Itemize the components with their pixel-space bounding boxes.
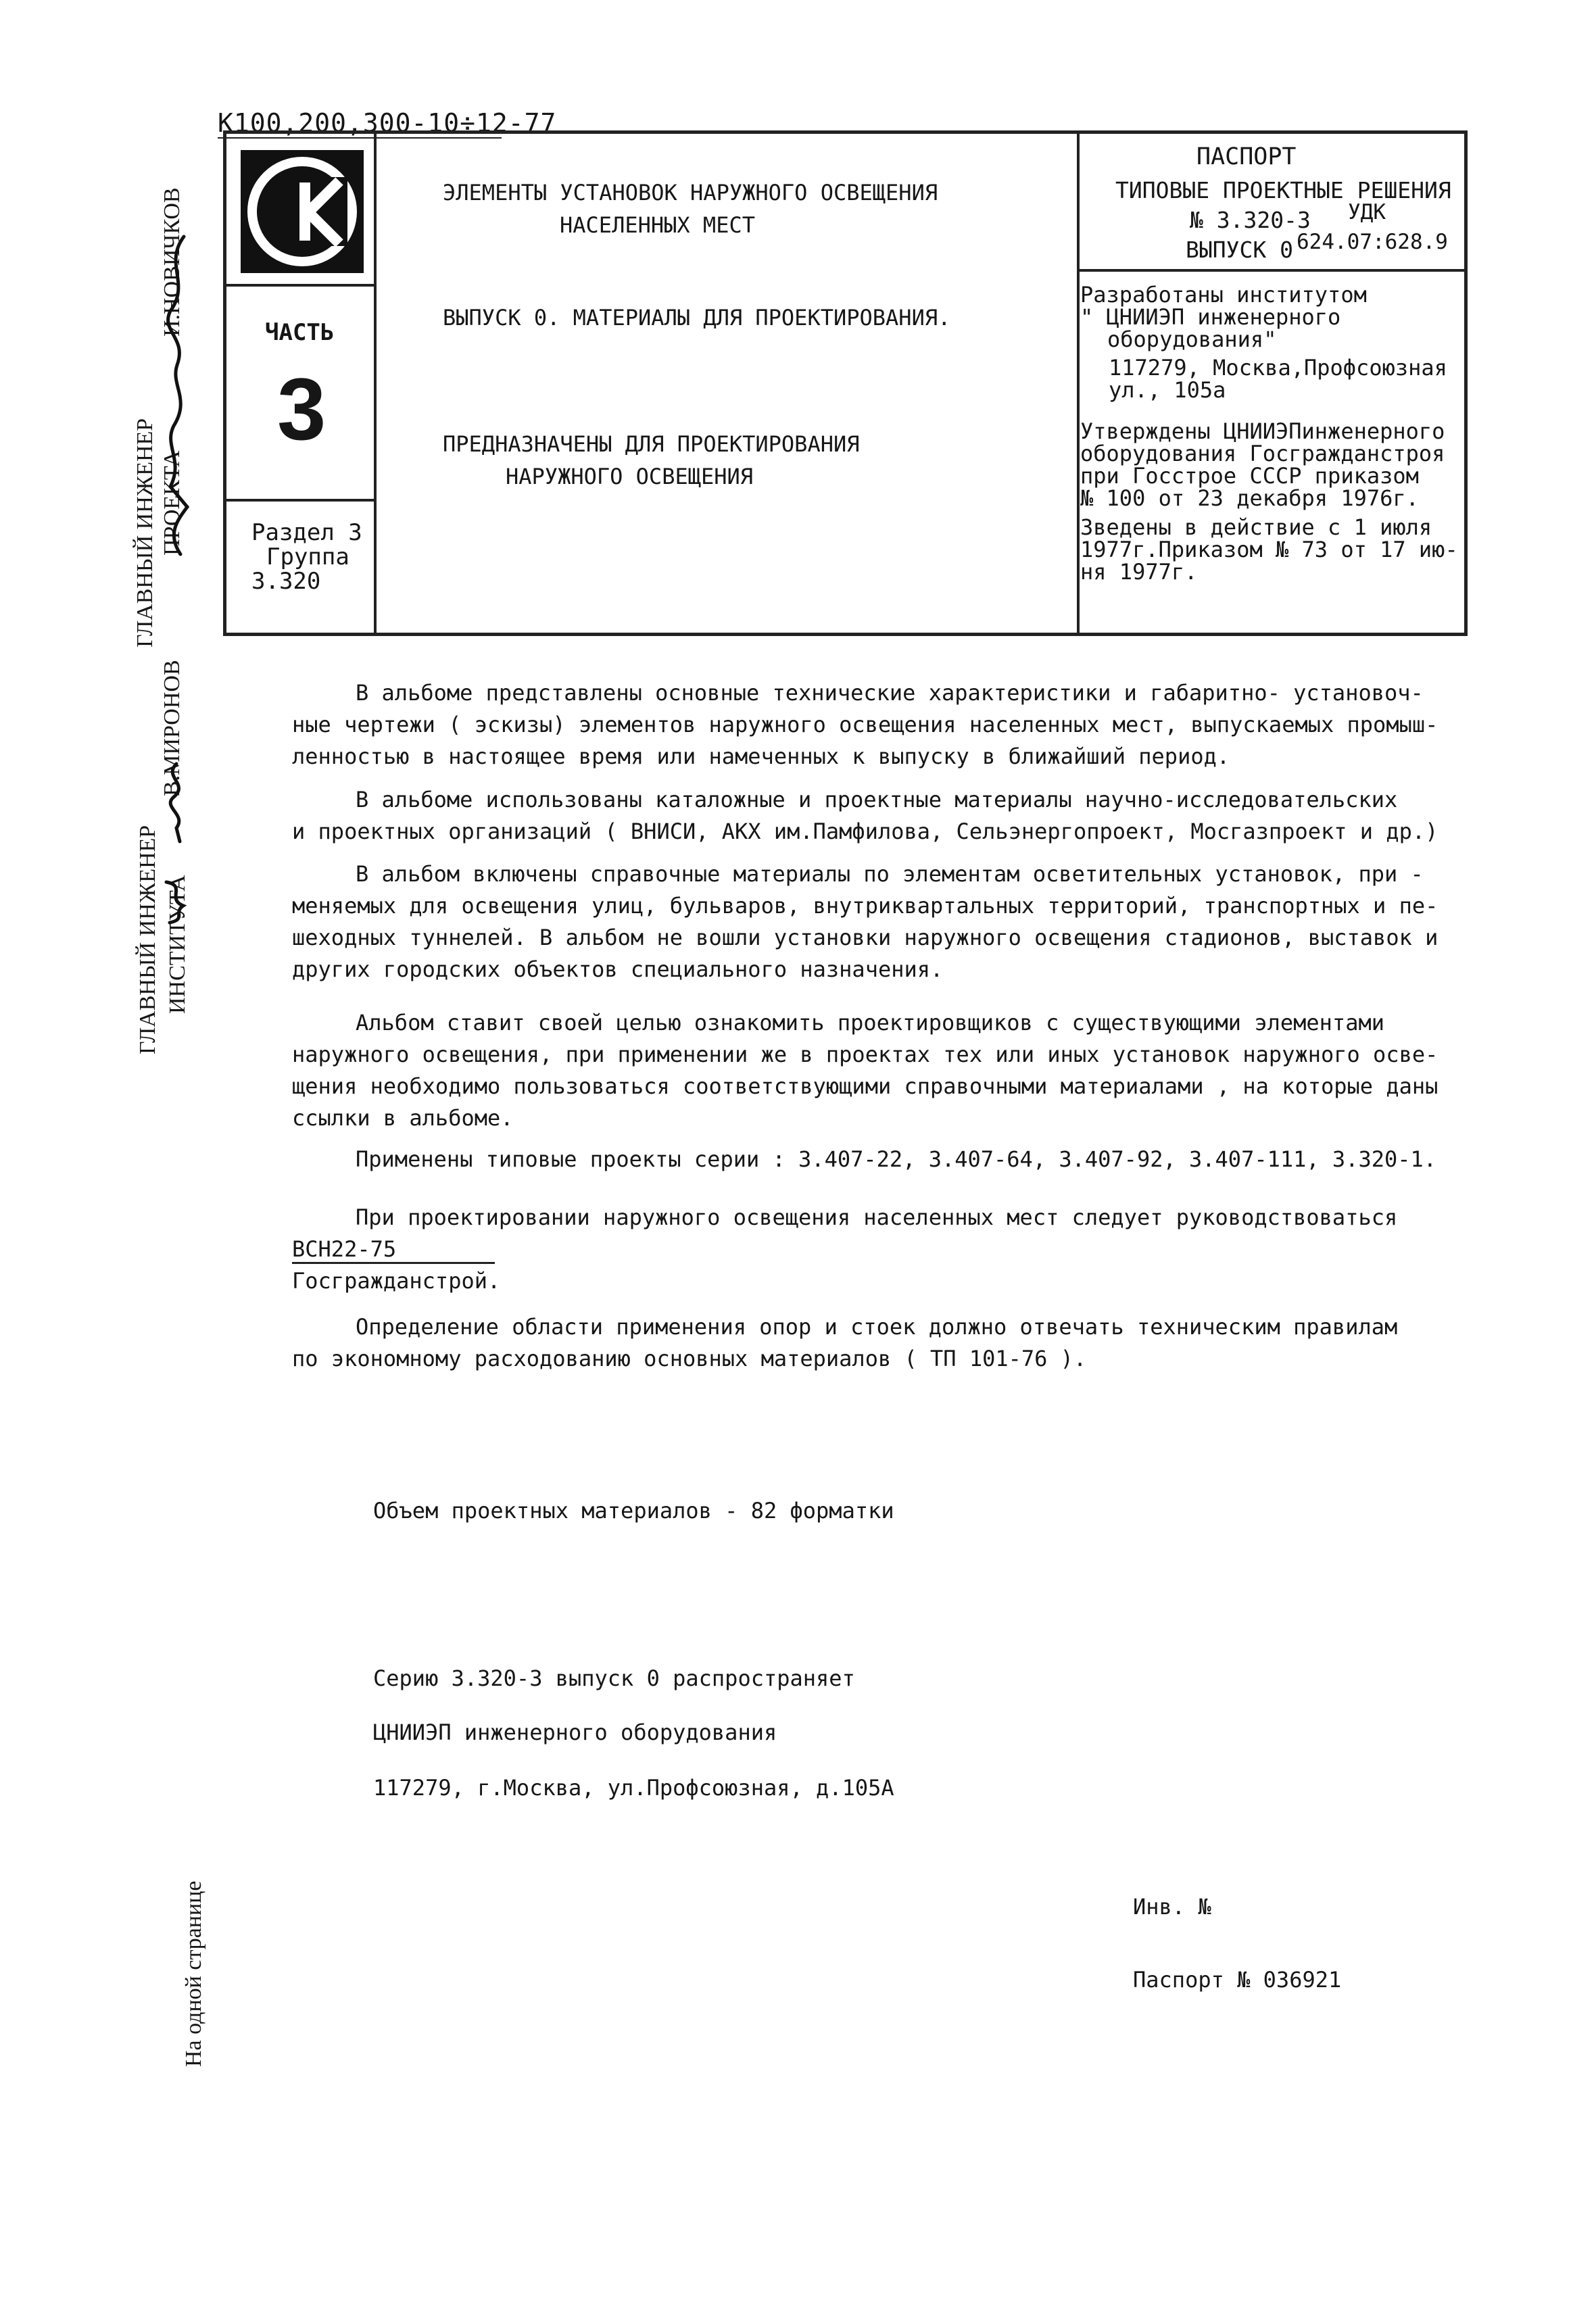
text-line: других городских объектов специального назначения. xyxy=(292,956,944,982)
purpose-line-2: НАРУЖНОГО ОСВЕЩЕНИЯ xyxy=(506,464,754,489)
frame-rule-passport xyxy=(1077,269,1464,272)
developed-line: Разработаны институтом xyxy=(1080,282,1367,308)
text-line: наружного освещения, при применении же в проектах тех или иных установок наружного осве- xyxy=(292,1042,1438,1067)
side-chief-engineer-project: ГЛАВНЫЙ ИНЖЕНЕР xyxy=(132,418,158,648)
side-single-page: На одной странице xyxy=(181,1880,206,2067)
approved-block xyxy=(1080,420,1466,510)
developed-block xyxy=(1080,284,1466,351)
text-line: Определение области применения опор и стоек должно отвечать техническим правилам xyxy=(356,1314,1398,1340)
text-line: При проектировании наружного освещения населенных мест следует руководствоваться xyxy=(356,1204,1398,1230)
developed-line: " ЦНИИЭП инженерного xyxy=(1080,304,1341,330)
text-line: ленностью в настоящее время или намеченных к выпуску в ближайший период. xyxy=(292,744,1230,769)
text-line: ссылки в альбоме. xyxy=(292,1105,514,1131)
approved-line: № 100 от 23 декабря 1976г. xyxy=(1080,485,1419,511)
udk-label: УДК xyxy=(1348,200,1386,224)
part-number: 3 xyxy=(277,360,327,458)
text-line: Госгражданстрой. xyxy=(292,1268,501,1294)
paragraph-4 xyxy=(292,1007,1441,1134)
distribution-line-2: ЦНИИЭП инженерного оборудования xyxy=(373,1720,777,1745)
address-block xyxy=(1109,357,1494,401)
text-line: меняемых для освещения улиц, бульваров, внутриквартальных территорий, транспортных и пе- xyxy=(292,893,1438,919)
text-line: В альбом включены справочные материалы по элементам осветительных установок, при - xyxy=(356,861,1424,887)
issue-line: ВЫПУСК 0. МАТЕРИАЛЫ ДЛЯ ПРОЕКТИРОВАНИЯ. xyxy=(443,305,951,331)
signature-project xyxy=(157,223,197,561)
document-code: K100,200,300-10÷12-77 xyxy=(218,108,557,138)
distribution-line-1: Серию 3.320-3 выпуск 0 распространяет xyxy=(373,1665,855,1691)
passport-number: Паспорт № 036921 xyxy=(1133,1967,1342,1993)
section-gruppa: Группа xyxy=(266,543,349,570)
inventory-number: Инв. № xyxy=(1133,1894,1211,1920)
address-line: 117279, Москва,Профсоюзная xyxy=(1109,355,1447,381)
passport-series: № 3.320-3 xyxy=(1190,207,1311,233)
signature-mironov xyxy=(160,757,193,845)
passport-title: ПАСПОРТ xyxy=(1196,143,1297,170)
paragraph-5: Применены типовые проекты серии : 3.407-22, 3.407-64, 3.407-92, 3.407-111, 3.320-1. xyxy=(356,1146,1437,1172)
enacted-line: 1977г.Приказом № 73 от 17 ию- xyxy=(1080,537,1458,562)
side-chief-engineer-institute: ГЛАВНЫЙ ИНЖЕНЕР xyxy=(135,825,160,1054)
norm-code: ВСН22-75 xyxy=(292,1236,397,1262)
text-line: и проектных организаций ( ВНИСИ, АКХ им.Памфилова, Сельэнергопроект, Мосгазпроект и др.) xyxy=(292,819,1438,844)
passport-issue: ВЫПУСК 0 xyxy=(1186,237,1293,263)
signature-institute xyxy=(160,872,193,926)
approved-line: Утверждены ЦНИИЭПинженерного xyxy=(1080,418,1445,444)
frame-rule-part xyxy=(226,499,374,502)
frame-rule-logo xyxy=(226,284,374,287)
address-line: ул., 105а xyxy=(1109,377,1226,403)
approved-line: оборудования Госгражданстроя xyxy=(1080,441,1445,466)
section-number: 3.320 xyxy=(251,568,321,595)
part-label: ЧАСТЬ xyxy=(265,319,335,346)
section-razdel: Раздел 3 xyxy=(251,519,362,546)
frame-divider-left xyxy=(374,134,377,633)
paragraph-6 xyxy=(292,1202,1441,1297)
text-line: шеходных туннелей. В альбом не вошли установки наружного освещения стадионов, выставок и xyxy=(292,925,1438,950)
paragraph-1 xyxy=(292,677,1441,773)
udk-code: 624.07:628.9 xyxy=(1297,230,1448,254)
volume-line: Объем проектных материалов - 82 форматки xyxy=(373,1498,894,1524)
text-line: В альбоме представлены основные технические характеристики и габаритно- установоч- xyxy=(356,680,1424,706)
ck-logo-icon xyxy=(241,150,364,273)
title-line-1: ЭЛЕМЕНТЫ УСТАНОВОК НАРУЖНОГО ОСВЕЩЕНИЯ xyxy=(443,180,938,205)
passport-typical: ТИПОВЫЕ ПРОЕКТНЫЕ РЕШЕНИЯ xyxy=(1115,177,1451,203)
text-line: по экономному расходованию основных материалов ( ТП 101-76 ). xyxy=(292,1346,1087,1371)
section-info xyxy=(251,520,362,593)
text-line: ные чертежи ( эскизы) элементов наружного освещения населенных мест, выпускаемых промыш- xyxy=(292,712,1438,737)
text-line: щения необходимо пользоваться соответствующими справочными материалами , на которые даны xyxy=(292,1073,1438,1099)
side-project-label: ПРОЕКТА xyxy=(160,450,185,556)
norm-underline xyxy=(292,1262,495,1264)
side-mironov: В.МИРОНОВ xyxy=(160,660,185,796)
developed-line: оборудования" xyxy=(1107,326,1277,352)
enacted-line: Зведены в действие с 1 июля xyxy=(1080,514,1432,540)
approved-line: при Госстрое СССР приказом xyxy=(1080,463,1419,489)
paragraph-2 xyxy=(292,784,1441,848)
enacted-block xyxy=(1080,516,1466,583)
title-line-2: НАСЕЛЕННЫХ МЕСТ xyxy=(560,212,755,238)
purpose-line-1: ПРЕДНАЗНАЧЕНЫ ДЛЯ ПРОЕКТИРОВАНИЯ xyxy=(443,431,860,457)
paragraph-7 xyxy=(292,1311,1441,1375)
paragraph-3 xyxy=(292,858,1441,985)
frame-divider-right xyxy=(1077,134,1080,633)
text-line: Альбом ставит своей целью ознакомить проектировщиков с существующими элементами xyxy=(356,1010,1384,1035)
distribution-line-3: 117279, г.Москва, ул.Профсоюзная, д.105А xyxy=(373,1775,894,1801)
side-novichkov: И.НОВИЧКОВ xyxy=(160,187,185,337)
enacted-line: ня 1977г. xyxy=(1080,559,1198,585)
side-institute-label: ИНСТИТУТА xyxy=(165,875,190,1014)
norm-reference xyxy=(292,1234,1441,1265)
text-line: В альбоме использованы каталожные и проектные материалы научно-исследовательских xyxy=(356,787,1398,812)
